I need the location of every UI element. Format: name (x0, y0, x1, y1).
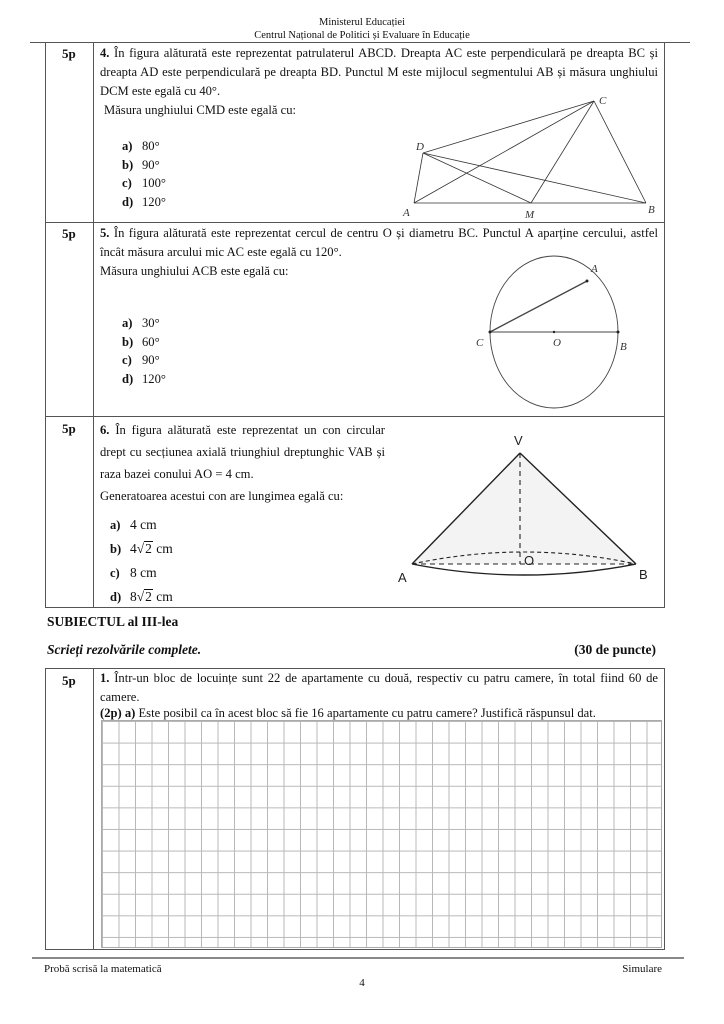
p1-number: 1. (100, 671, 110, 685)
label-C: C (476, 337, 484, 349)
page-number: 4 (359, 977, 365, 989)
footer-left: Probă scrisă la matematică (44, 963, 162, 975)
q6-text (100, 419, 385, 485)
q6-question: Generatoarea acestui con are lungimea egală cu: (100, 489, 344, 503)
q4-points: 5p (62, 46, 76, 61)
option-a: a) 4 cm (110, 517, 157, 532)
label-A: A (398, 570, 407, 585)
option-b: b) 60° (122, 334, 160, 349)
footer-right: Simulare (622, 963, 662, 975)
answer-grid[interactable] (101, 720, 662, 948)
option-a: a) 80° (122, 139, 160, 153)
q6-points: 5p (62, 421, 76, 436)
p1-points: 5p (62, 673, 76, 688)
q4-options (122, 137, 166, 211)
column-divider (93, 668, 94, 950)
q5-number: 5. (100, 226, 110, 240)
p1a-points: (2p) a) (100, 706, 136, 720)
label-A: A (403, 207, 410, 219)
footer-divider (32, 957, 684, 959)
section-instruction: Scrieți rezolvările complete. (47, 642, 202, 657)
option-d: d) 120° (122, 371, 166, 386)
option-b: b) 90° (122, 157, 160, 172)
option-a: a) 30° (122, 316, 160, 330)
header-center: Centrul Național de Politici și Evaluare în Educație (254, 30, 470, 41)
circle-figure (470, 255, 640, 415)
option-c: c) 100° (122, 176, 166, 190)
option-c: c) 90° (122, 353, 160, 367)
column-divider (93, 42, 94, 608)
section-title: SUBIECTUL al III-lea (47, 614, 179, 629)
cone-figure (395, 428, 665, 593)
header-ministry: Ministerul Educației (318, 17, 406, 28)
option-d: d) 120° (122, 194, 166, 209)
label-D: D (416, 141, 424, 153)
label-B: B (648, 204, 655, 216)
label-M: M (525, 209, 535, 220)
option-d: d) 8√2 cm (110, 589, 173, 604)
section-total: (30 de puncte) (574, 642, 656, 657)
q4-statement: În figura alăturată este reprezentat patrulaterul ABCD. Dreapta AC este perpendiculară pe dreapta BC și dreapta AD este perpendiculară pe dreapta BD. Punctul M este mijlocul segmentului AB și măsura unghiului DCM este egală cu 40°. (100, 46, 659, 98)
label-C: C (599, 95, 607, 107)
q6-statement: În figura alăturată este reprezentat un con circular drept cu secțiunea axială triunghiul dreptunghic VAB și raza bazei conului AO = 4 cm. (100, 423, 386, 481)
q6-left-column (100, 419, 385, 609)
label-O: O (524, 553, 535, 568)
label-O: O (553, 337, 561, 349)
p1-text (100, 669, 658, 706)
label-V: V (514, 433, 523, 448)
option-b: b) 4√2 cm (110, 541, 173, 556)
q5-question: Măsura unghiului ACB este egală cu: (100, 264, 289, 278)
q5-statement: În figura alăturată este reprezentat cercul de centru O și diametru BC. Punctul A aparține cercului, astfel încât măsura arcului mic AC este egală cu 120°. (100, 226, 658, 259)
p1a-text (100, 705, 596, 721)
label-B: B (620, 341, 627, 353)
q6-number: 6. (100, 423, 110, 437)
q5-options (122, 314, 166, 388)
label-A: A (591, 263, 598, 275)
p1a-question: Este posibil ca în acest bloc să fie 16 apartamente cu patru camere? Justifică răspunsul dat. (138, 706, 596, 720)
q6-options (110, 513, 385, 609)
q5-points: 5p (62, 226, 76, 241)
q4-number: 4. (100, 46, 110, 60)
p1-statement: Într-un bloc de locuințe sunt 22 de apartamente cu două, respectiv cu patru camere, în total fiind 60 de camere. (100, 671, 658, 704)
option-c: c) 8 cm (110, 565, 157, 580)
quadrilateral-figure (395, 90, 665, 220)
label-B: B (639, 567, 648, 582)
q4-question: Măsura unghiului CMD este egală cu: (104, 103, 297, 117)
row-divider (45, 416, 665, 417)
